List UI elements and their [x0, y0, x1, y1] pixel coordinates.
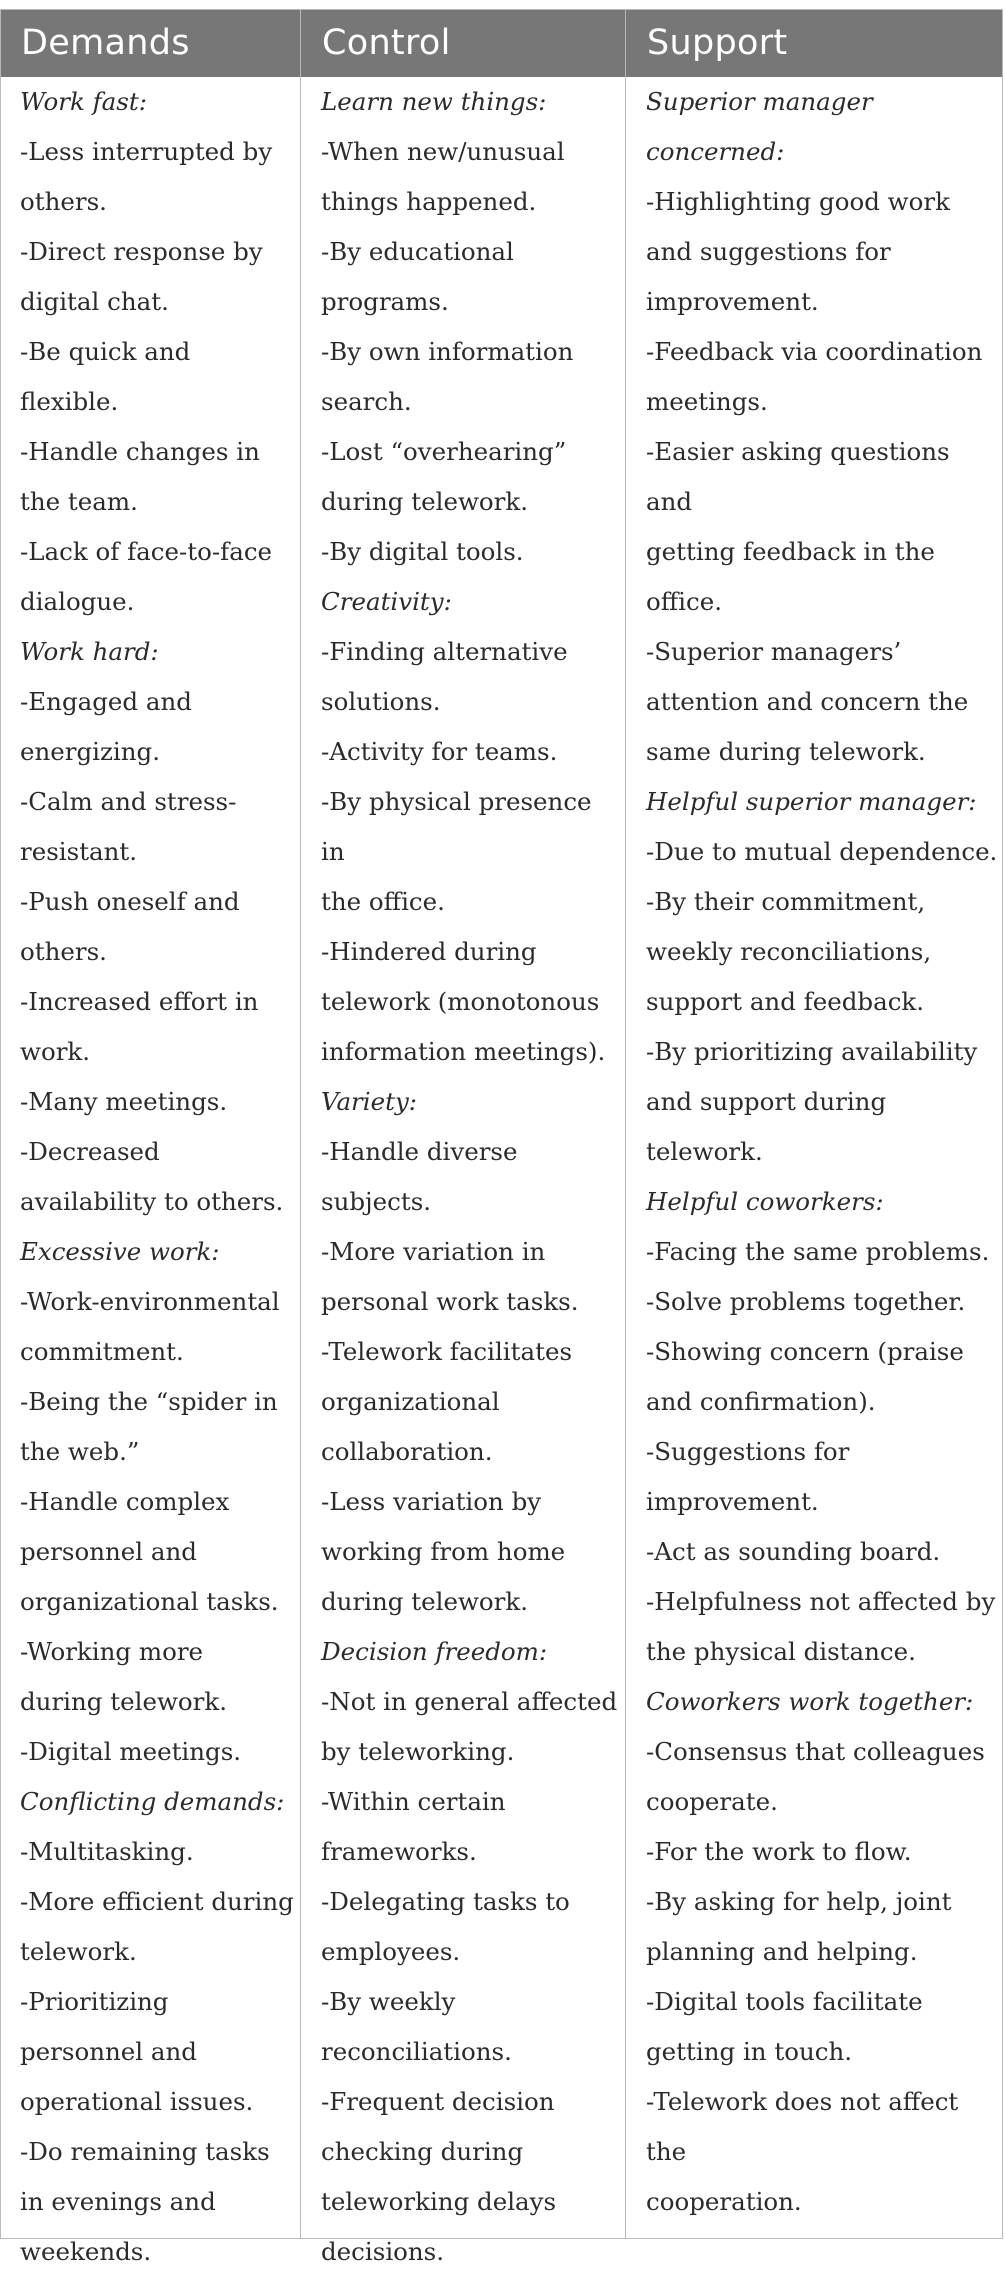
list-item: planning and helping.	[646, 1937, 918, 1966]
list-item: in evenings and	[20, 2187, 216, 2216]
category-heading: Work fast:	[20, 87, 147, 116]
list-item: -Decreased	[20, 1137, 160, 1166]
list-item: -Activity for teams.	[321, 737, 558, 766]
list-item: -Act as sounding board.	[646, 1537, 941, 1566]
list-item: -Increased effort in	[20, 987, 259, 1016]
list-item: telework (monotonous	[321, 987, 600, 1016]
list-item: -Many meetings.	[20, 1087, 228, 1116]
list-item: during telework.	[321, 1587, 529, 1616]
category-heading: Coworkers work together:	[646, 1687, 974, 1716]
list-item: and confirmation).	[646, 1387, 876, 1416]
list-item: the team.	[20, 487, 138, 516]
list-item: others.	[20, 937, 107, 966]
list-item: the office.	[321, 887, 445, 916]
list-item: the web.”	[20, 1437, 140, 1466]
list-item: -By educational	[321, 237, 514, 266]
list-item: the physical distance.	[646, 1637, 916, 1666]
list-item: personnel and	[20, 2037, 197, 2066]
list-item: -Within certain	[321, 1787, 506, 1816]
list-item: -Work-environmental	[20, 1287, 280, 1316]
list-item: frameworks.	[321, 1837, 477, 1866]
list-item: cooperation.	[646, 2187, 802, 2216]
list-item: -Hindered during	[321, 937, 537, 966]
list-item: -By prioritizing availability	[646, 1037, 978, 1066]
list-item: reconciliations.	[321, 2037, 512, 2066]
list-item: -Finding alternative	[321, 637, 568, 666]
list-item: decisions.	[321, 2237, 445, 2266]
list-item: resistant.	[20, 837, 138, 866]
list-item: -Handle diverse	[321, 1137, 518, 1166]
list-item: weekends.	[20, 2237, 152, 2266]
list-item: cooperate.	[646, 1787, 778, 1816]
category-heading: Excessive work:	[20, 1237, 220, 1266]
list-item: working from home	[321, 1537, 566, 1566]
list-item: dialogue.	[20, 587, 135, 616]
list-item: attention and concern the	[646, 687, 969, 716]
list-item: personal work tasks.	[321, 1287, 579, 1316]
list-item: checking during	[321, 2137, 524, 2166]
control-column	[321, 77, 621, 2266]
jdcs-table	[0, 9, 1003, 2266]
list-item: telework.	[646, 1137, 763, 1166]
list-item: energizing.	[20, 737, 161, 766]
list-item: -Suggestions for	[646, 1437, 850, 1466]
category-heading: Superior manager concerned:	[646, 87, 873, 166]
category-heading: Conflicting demands:	[20, 1787, 285, 1816]
list-item: commitment.	[20, 1337, 184, 1366]
list-item: others.	[20, 187, 107, 216]
list-item: -Multitasking.	[20, 1837, 194, 1866]
list-item: -More efficient during	[20, 1887, 294, 1916]
list-item: employees.	[321, 1937, 461, 1966]
category-heading: Helpful superior manager:	[646, 787, 977, 816]
list-item: during telework.	[20, 1687, 228, 1716]
list-item: -Working more	[20, 1637, 204, 1666]
list-item: -Highlighting good work	[646, 187, 950, 216]
category-heading: Learn new things:	[321, 87, 547, 116]
list-item: -Not in general affected	[321, 1687, 618, 1716]
list-item: telework.	[20, 1937, 137, 1966]
list-item: -Handle complex	[20, 1487, 230, 1516]
list-item: operational issues.	[20, 2087, 254, 2116]
list-item: -More variation in	[321, 1237, 546, 1266]
list-item: by teleworking.	[321, 1737, 515, 1766]
list-item: -Showing concern (praise	[646, 1337, 964, 1366]
list-item: office.	[646, 587, 723, 616]
list-item: -Be quick and flexible.	[20, 337, 191, 416]
category-heading: Work hard:	[20, 637, 159, 666]
list-item: and suggestions for	[646, 237, 891, 266]
list-item: improvement.	[646, 287, 819, 316]
list-item: -Digital meetings.	[20, 1737, 242, 1766]
list-item: subjects.	[321, 1187, 432, 1216]
column-divider	[625, 10, 626, 2238]
list-item: -For the work to flow.	[646, 1837, 912, 1866]
category-heading: Helpful coworkers:	[646, 1187, 884, 1216]
list-item: -Consensus that colleagues	[646, 1737, 985, 1766]
list-item: -Push oneself and	[20, 887, 240, 916]
list-item: -Feedback via coordination	[646, 337, 983, 366]
list-item: -Due to mutual dependence.	[646, 837, 998, 866]
list-item: -When new/unusual	[321, 137, 565, 166]
list-item: -Being the “spider in	[20, 1387, 278, 1416]
list-item: support and feedback.	[646, 987, 925, 1016]
list-item: -Telework does not affect the	[646, 2087, 959, 2166]
category-heading: Variety:	[321, 1087, 418, 1116]
list-item: teleworking delays	[321, 2187, 557, 2216]
list-item: -By asking for help, joint	[646, 1887, 952, 1916]
list-item: getting in touch.	[646, 2037, 853, 2066]
header-demands: Demands	[21, 23, 190, 63]
list-item: -Frequent decision	[321, 2087, 555, 2116]
list-item: getting feedback in the	[646, 537, 935, 566]
list-item: -Digital tools facilitate	[646, 1987, 923, 2016]
list-item: -Solve problems together.	[646, 1287, 966, 1316]
category-heading: Creativity:	[321, 587, 452, 616]
list-item: information meetings).	[321, 1037, 606, 1066]
support-column	[646, 77, 998, 2238]
list-item: -Lost “overhearing”	[321, 437, 567, 466]
list-item: things happened.	[321, 187, 537, 216]
list-item: programs.	[321, 287, 449, 316]
list-item: meetings.	[646, 387, 768, 416]
list-item: -Calm and stress-	[20, 787, 237, 816]
list-item: -By own information	[321, 337, 574, 366]
table-header-row	[1, 10, 1002, 77]
list-item: weekly reconciliations,	[646, 937, 932, 966]
header-control: Control	[322, 23, 451, 63]
list-item: -By their commitment,	[646, 887, 926, 916]
list-item: -By physical presence in	[321, 787, 592, 866]
list-item: and support during	[646, 1087, 887, 1116]
list-item: work.	[20, 1037, 91, 1066]
list-item: organizational	[321, 1387, 500, 1416]
list-item: organizational tasks.	[20, 1587, 279, 1616]
header-support: Support	[647, 23, 788, 63]
list-item: -Handle changes in	[20, 437, 260, 466]
column-divider	[300, 10, 301, 2238]
list-item: -By weekly	[321, 1987, 456, 2016]
list-item: -By digital tools.	[321, 537, 524, 566]
list-item: -Telework facilitates	[321, 1337, 573, 1366]
list-item: during telework.	[321, 487, 529, 516]
list-item: -Lack of face-to-face	[20, 537, 273, 566]
list-item: digital chat.	[20, 287, 169, 316]
list-item: same during telework.	[646, 737, 926, 766]
list-item: availability to others.	[20, 1187, 284, 1216]
list-item: -Do remaining tasks	[20, 2137, 270, 2166]
list-item: -Helpfulness not affected by	[646, 1587, 996, 1616]
list-item: -Superior managers’	[646, 637, 902, 666]
category-heading: Decision freedom:	[321, 1637, 548, 1666]
list-item: improvement.	[646, 1487, 819, 1516]
list-item: collaboration.	[321, 1437, 493, 1466]
list-item: -Prioritizing	[20, 1987, 169, 2016]
list-item: -Engaged and	[20, 687, 192, 716]
list-item: personnel and	[20, 1537, 197, 1566]
list-item: -Facing the same problems.	[646, 1237, 990, 1266]
list-item: -Delegating tasks to	[321, 1887, 570, 1916]
list-item: solutions.	[321, 687, 441, 716]
list-item: -Easier asking questions and	[646, 437, 950, 516]
list-item: -Less variation by	[321, 1487, 542, 1516]
demands-column	[20, 77, 296, 2266]
list-item: -Less interrupted by	[20, 137, 273, 166]
list-item: -Direct response by	[20, 237, 263, 266]
list-item: search.	[321, 387, 412, 416]
